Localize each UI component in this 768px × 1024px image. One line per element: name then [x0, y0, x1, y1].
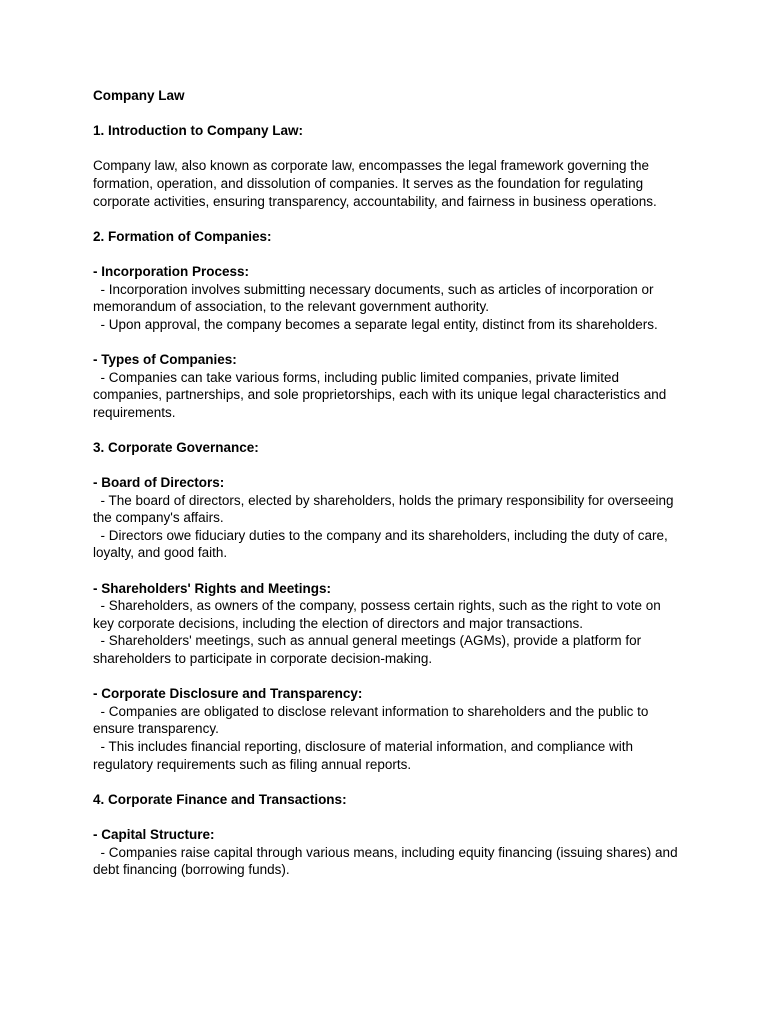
section-heading: 3. Corporate Governance:	[93, 439, 259, 455]
bullet-item: - Upon approval, the company becomes a separate legal entity, distinct from its shareholders.	[93, 316, 658, 332]
section-heading: 2. Formation of Companies:	[93, 228, 272, 244]
section-heading: 4. Corporate Finance and Transactions:	[93, 791, 347, 807]
subsection	[93, 351, 678, 421]
subsection	[93, 685, 678, 773]
subsection-title: - Shareholders' Rights and Meetings:	[93, 580, 331, 596]
subsection-title: - Capital Structure:	[93, 826, 215, 842]
subsection-title: - Incorporation Process:	[93, 263, 250, 279]
subsection-title: - Board of Directors:	[93, 475, 225, 491]
bullet-item: - Incorporation involves submitting necessary documents, such as articles of incorporation or memorandum of association, to the relevant government authority.	[93, 281, 658, 315]
subsection	[93, 580, 678, 668]
bullet-item: - The board of directors, elected by shareholders, holds the primary responsibility for overseeing the company's affairs.	[93, 492, 678, 526]
bullet-item: - Shareholders' meetings, such as annual general meetings (AGMs), provide a platform for shareholders to participate in corporate decision-making.	[93, 633, 645, 666]
bullet-item: - Directors owe fiduciary duties to the company and its shareholders, including the duty of care, loyalty, and good faith.	[93, 527, 672, 561]
subsection-title: - Types of Companies:	[93, 351, 237, 367]
document-title: Company Law	[93, 88, 185, 103]
section-heading: 1. Introduction to Company Law:	[93, 123, 303, 139]
bullet-item: - Companies are obligated to disclose relevant information to shareholders and the public to ensure transparency.	[93, 703, 653, 737]
subsection	[93, 826, 682, 879]
bullet-item: - Companies can take various forms, including public limited companies, private limited companies, partnerships, and sole proprietorships, each with its unique legal characteristics and requirements.	[93, 369, 671, 420]
section-paragraph: Company law, also known as corporate law, encompasses the legal framework governing the formation, operation, and dissolution of companies. It serves as the foundation for regulating corporate activities, ensuring transparency, accountability, and fairness in business operations.	[93, 158, 657, 209]
subsection	[93, 263, 678, 333]
bullet-item: - This includes financial reporting, disclosure of material information, and compliance with regulatory requirements such as filing annual reports.	[93, 738, 637, 772]
subsection-title: - Corporate Disclosure and Transparency:	[93, 686, 363, 702]
subsection	[93, 474, 678, 562]
bullet-item: - Companies raise capital through various means, including equity financing (issuing shares) and debt financing (borrowing funds).	[93, 844, 682, 878]
bullet-item: - Shareholders, as owners of the company, possess certain rights, such as the right to vote on key corporate decisions, including the election of directors and major transactions.	[93, 598, 665, 631]
